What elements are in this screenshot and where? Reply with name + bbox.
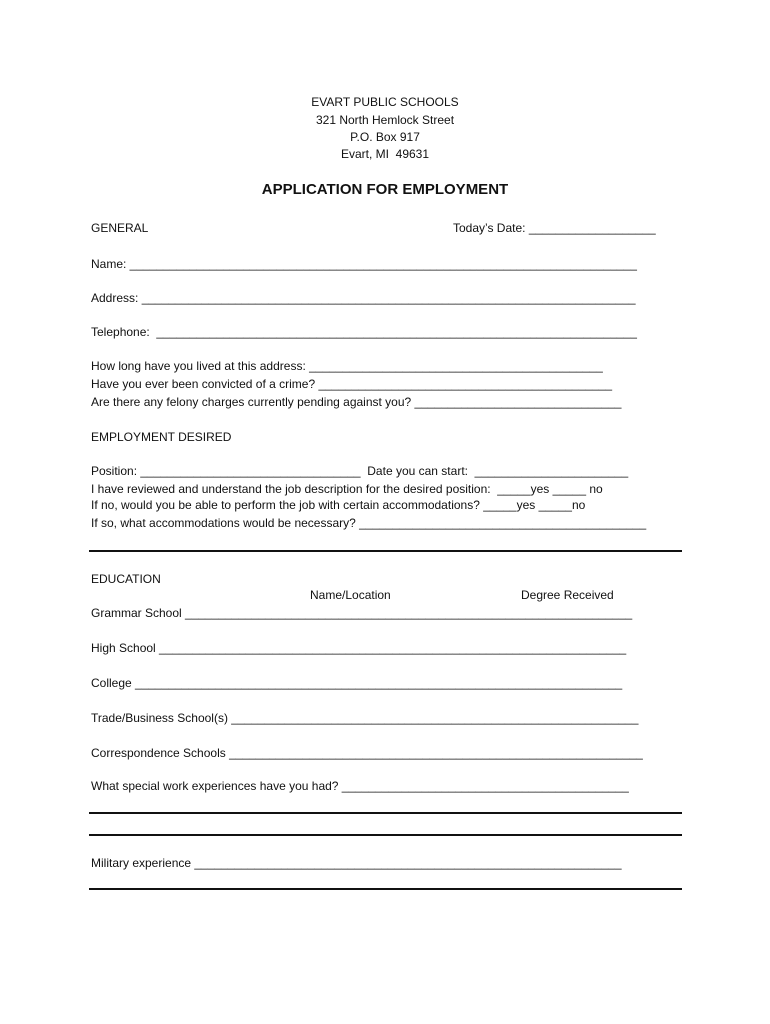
todays-date-field[interactable]: Today’s Date: ___________________ [453,221,656,235]
trade-school-field[interactable]: Trade/Business School(s) _____________________________________________________________ [91,711,639,725]
org-street: 321 North Hemlock Street [315,113,455,127]
form-title: APPLICATION FOR EMPLOYMENT [261,181,509,198]
correspondence-schools-field[interactable]: Correspondence Schools ______________________________________________________________ [91,746,643,760]
accommodations-field[interactable]: If no, would you be able to perform the job with certain accommodations? _____yes _____no [91,498,586,512]
telephone-field[interactable]: Telephone: ________________________________________________________________________ [91,325,637,339]
high-school-field[interactable]: High School ______________________________________________________________________ [91,641,627,655]
college-field[interactable]: College _________________________________________________________________________ [91,676,623,690]
address-field[interactable]: Address: __________________________________________________________________________ [91,291,636,305]
employment-heading: EMPLOYMENT DESIRED [91,430,232,444]
section-divider [89,550,682,552]
experience-answer-line-1[interactable] [89,812,682,814]
org-name: EVART PUBLIC SCHOOLS [311,95,459,109]
convicted-field[interactable]: Have you ever been convicted of a crime? ____________________________________________ [91,377,613,391]
special-work-experience-field[interactable]: What special work experiences have you had? ___________________________________________ [91,779,629,793]
column-degree-received: Degree Received [521,588,614,602]
military-experience-field[interactable]: Military experience ________________________________________________________________ [91,856,622,870]
grammar-school-field[interactable]: Grammar School ___________________________________________________________________ [91,606,633,620]
org-city: Evart, MI 49631 [340,147,430,161]
lived-at-address-field[interactable]: How long have you lived at this address: ____________________________________________ [91,359,603,373]
accommodations-necessary-field[interactable]: If so, what accommodations would be necessary? ___________________________________________ [91,516,647,530]
column-name-location: Name/Location [310,588,391,602]
org-pobox: P.O. Box 917 [350,130,420,144]
name-field[interactable]: Name: ____________________________________________________________________________ [91,257,637,271]
position-field[interactable]: Position: _________________________________ Date you can start: _______________________ [91,464,629,478]
reviewed-job-description-field[interactable]: I have reviewed and understand the job description for the desired position: _____yes _____ no [91,482,603,496]
education-heading: EDUCATION [91,572,161,586]
experience-answer-line-2[interactable] [89,834,682,836]
general-heading: GENERAL [91,221,149,235]
felony-charges-field[interactable]: Are there any felony charges currently pending against you? _______________________________ [91,395,622,409]
military-answer-line[interactable] [89,888,682,890]
